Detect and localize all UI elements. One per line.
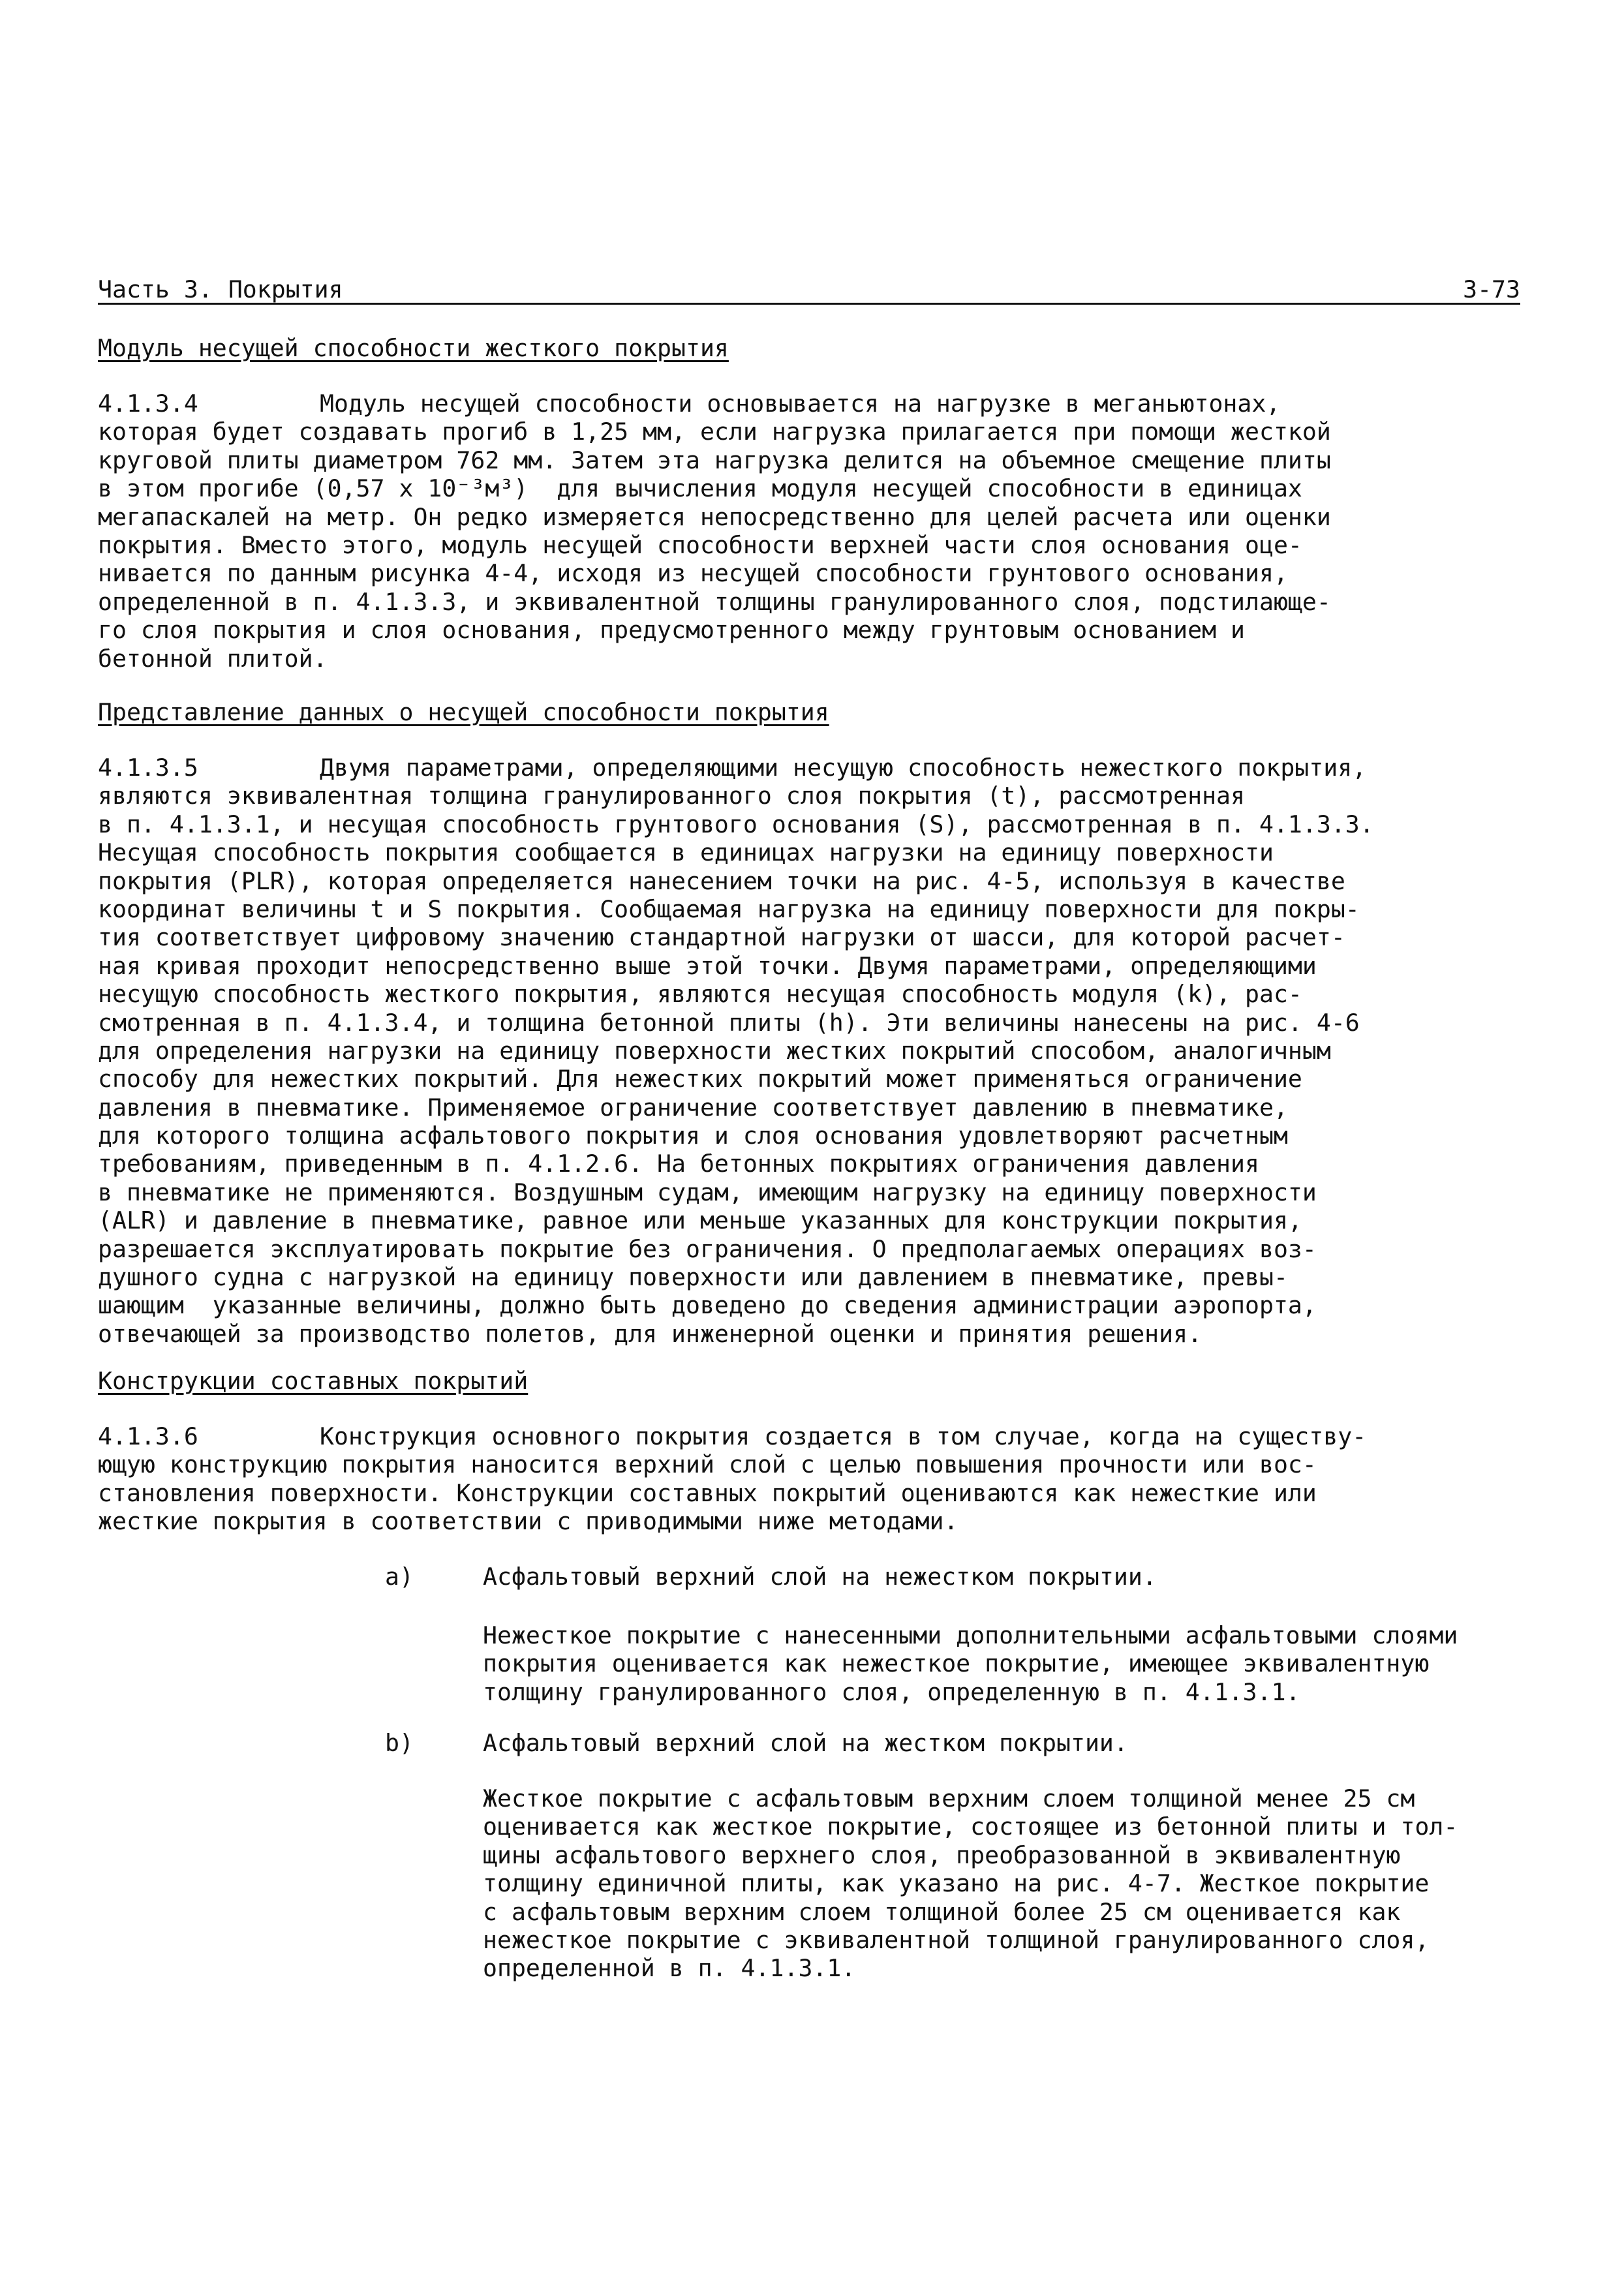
subitem-line: толщину гранулированного слоя, определенную в п. 4.1.3.1. [483,1677,1300,1706]
paragraph-line: душного судна с нагрузкой на единицу поверхности или давлением в пневматике, превы- [98,1263,1288,1292]
paragraph-line: бетонной плитой. [98,644,328,673]
header-section: Часть 3. [98,275,213,303]
paragraph-line: для определения нагрузки на единицу поверхности жестких покрытий способом, аналогичным [98,1036,1331,1065]
paragraph-line: тия соответствует цифровому значению стандартной нагрузки от шасси, для которой расчет- [98,923,1345,952]
paragraph-4-1-3-5 [98,754,1520,1348]
subitem-line: определенной в п. 4.1.3.1. [483,1954,856,1983]
paragraph-line: шающим указанные величины, должно быть доведено до сведения администрации аэропорта, [98,1291,1317,1320]
subitem-line: толщину единичной плиты, как указано на рис. 4-7. Жесткое покрытие [483,1869,1430,1898]
paragraph-line: требованиям, приведенным в п. 4.1.2.6. На бетонных покрытиях ограничения давления [98,1150,1259,1178]
paragraph-4-1-3-6 [98,1422,1520,1536]
subitem-line: Нежесткое покрытие с нанесенными дополнительными асфальтовыми слоями [483,1621,1458,1649]
paragraph-line: Двумя параметрами, определяющими несущую способность нежесткого покрытия, [320,754,1367,782]
subitem-body [483,1784,1520,1983]
paragraph-number: 4.1.3.6 [98,1422,198,1450]
paragraph-line: Несущая способность покрытия сообщается в единицах нагрузки на единицу поверхности [98,838,1274,867]
subitem-title: Асфальтовый верхний слой на жестком покрытии. [483,1729,1128,1757]
section-heading-composite: Конструкции составных покрытий [98,1367,529,1395]
subitem-line: Жесткое покрытие с асфальтовым верхним слоем толщиной менее 25 см [483,1784,1415,1812]
header-left [98,275,343,303]
subitem-title: Асфальтовый верхний слой на нежестком покрытии. [483,1563,1157,1591]
subitem-label: b) [385,1729,414,1757]
subitem-line: щины асфальтового верхнего слоя, преобразованной в эквивалентную [483,1841,1401,1869]
paragraph-line: покрытия. Вместо этого, модуль несущей способности верхней части слоя основания оце- [98,530,1302,559]
paragraph-line: (ALR) и давление в пневматике, равное или меньше указанных для конструкции покрытия, [98,1206,1302,1235]
paragraph-line: го слоя покрытия и слоя основания, предусмотренного между грунтовым основанием и [98,616,1245,645]
running-header [98,269,1520,305]
section-heading-modulus: Модуль несущей способности жесткого покрытия [98,334,729,362]
paragraph-line: покрытия (PLR), которая определяется нанесением точки на рис. 4-5, используя в качестве [98,866,1345,895]
paragraph-line: в пневматике не применяются. Воздушным судам, имеющим нагрузку на единицу поверхности [98,1178,1317,1206]
paragraph-line: смотренная в п. 4.1.3.4, и толщина бетонной плиты (h). Эти величины нанесены на рис. 4-6 [98,1008,1360,1037]
page-number: 3-73 [1463,275,1520,303]
paragraph-line: Модуль несущей способности основывается на нагрузке в меганьютонах, [320,390,1281,418]
subitem-body [483,1621,1520,1706]
paragraph-number: 4.1.3.4 [98,390,198,418]
paragraph-line: становления поверхности. Конструкции составных покрытий оцениваются как нежесткие или [98,1478,1317,1507]
paragraph-line: ющую конструкцию покрытия наносится верхний слой с целью повышения прочности или вос- [98,1450,1317,1479]
subitem-label: a) [385,1563,414,1591]
paragraph-line: разрешается эксплуатировать покрытие без ограничения. О предполагаемых операциях воз- [98,1234,1317,1263]
subitem-line: нежесткое покрытие с эквивалентной толщиной гранулированного слоя, [483,1925,1430,1954]
paragraph-line: определенной в п. 4.1.3.3, и эквивалентной толщины гранулированного слоя, подстилающе- [98,587,1331,616]
paragraph-line: которая будет создавать прогиб в 1,25 мм, если нагрузка прилагается при помощи жесткой [98,418,1331,446]
paragraph-line: способу для нежестких покрытий. Для нежестких покрытий может применяться ограничение [98,1065,1302,1093]
paragraph-line: ная кривая проходит непосредственно выше этой точки. Двумя параметрами, определяющими [98,951,1317,980]
paragraph-line: мегапаскалей на метр. Он редко измеряется непосредственно для целей расчета или оценки [98,502,1331,531]
subitem-line: покрытия оценивается как нежесткое покрытие, имеющее эквивалентную [483,1649,1430,1678]
paragraph-line: Конструкция основного покрытия создается в том случае, когда на существу- [320,1422,1367,1450]
paragraph-line: круговой плиты диаметром 762 мм. Затем эта нагрузка делится на объемное смещение плиты [98,446,1331,474]
paragraph-line: для которого толщина асфальтового покрытия и слоя основания удовлетворяют расчетным [98,1122,1288,1150]
paragraph-line: являются эквивалентная толщина гранулированного слоя покрытия (t), рассмотренная [98,782,1245,810]
paragraph-line: в этом прогибе (0,57 х 10⁻³м³) для вычисления модуля несущей способности в единицах [98,474,1302,503]
paragraph-line: отвечающей за производство полетов, для инженерной оценки и принятия решения. [98,1319,1203,1348]
paragraph-4-1-3-4 [98,390,1520,673]
paragraph-line: давления в пневматике. Применяемое ограничение соответствует давлению в пневматике, [98,1093,1288,1122]
header-title: Покрытия [228,275,343,303]
subitem-line: с асфальтовым верхним слоем толщиной более 25 см оценивается как [483,1897,1401,1926]
paragraph-number: 4.1.3.5 [98,754,198,782]
subitem-line: оценивается как жесткое покрытие, состоящее из бетонной плиты и тол- [483,1812,1458,1841]
section-heading-data-representation: Представление данных о несущей способности покрытия [98,698,829,726]
paragraph-line: координат величины t и S покрытия. Сообщаемая нагрузка на единицу поверхности для покры- [98,895,1360,923]
paragraph-line: в п. 4.1.3.1, и несущая способность грунтового основания (S), рассмотренная в п. 4.1.3.3. [98,810,1374,838]
paragraph-line: несущую способность жесткого покрытия, являются несущая способность модуля (k), рас- [98,980,1302,1009]
paragraph-line: жесткие покрытия в соответствии с приводимыми ниже методами. [98,1507,958,1536]
paragraph-line: нивается по данным рисунка 4-4, исходя из несущей способности грунтового основания, [98,559,1288,588]
